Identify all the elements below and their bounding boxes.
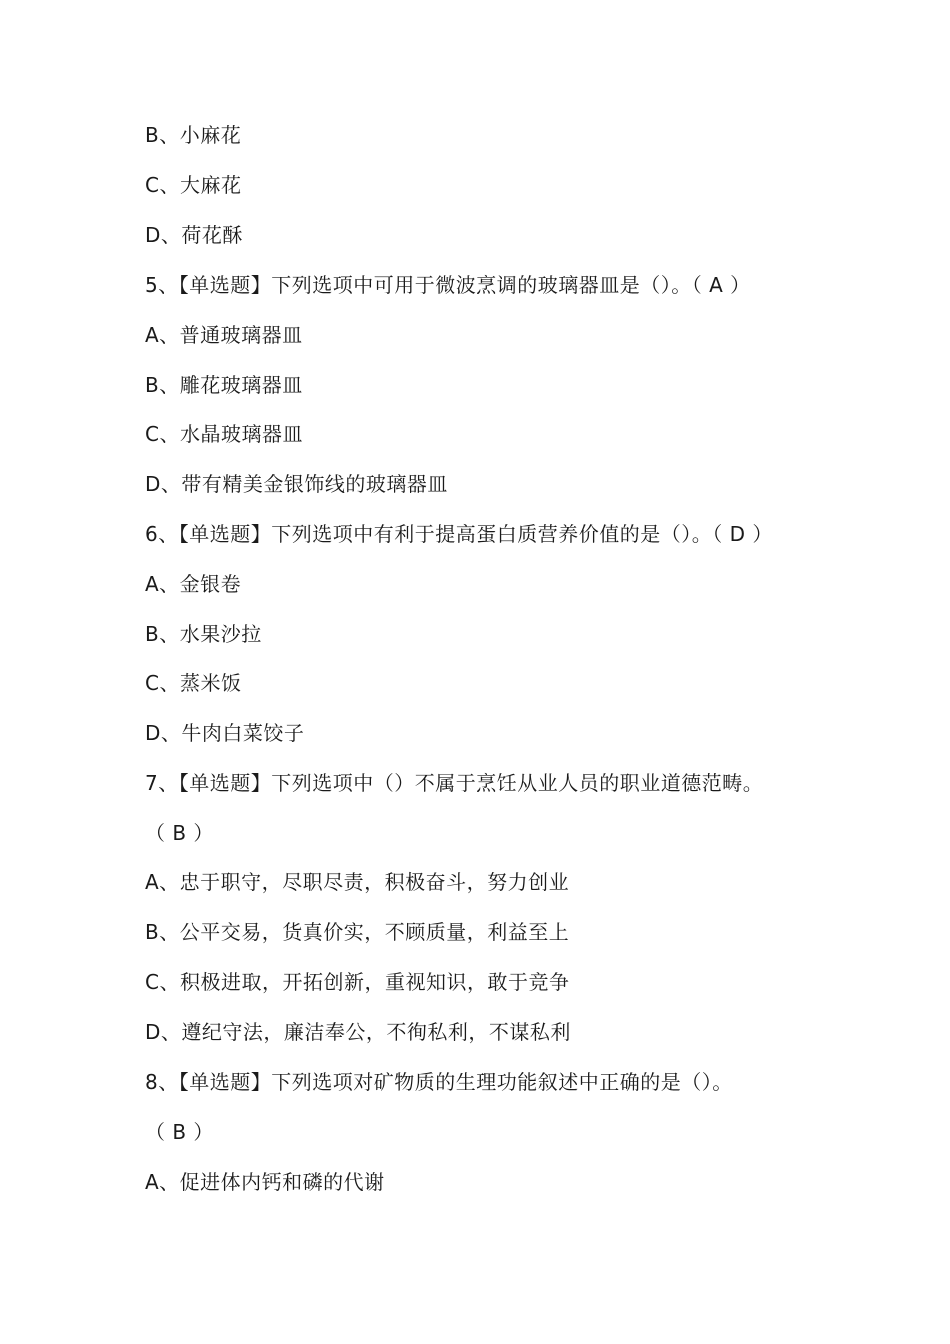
- q6-option-b: B、水果沙拉: [145, 622, 262, 646]
- q7-option-a: A、忠于职守，尽职尽责，积极奋斗，努力创业: [145, 870, 570, 894]
- q5-option-a: A、普通玻璃器皿: [145, 323, 303, 347]
- q5-option-c: C、水晶玻璃器皿: [145, 422, 303, 446]
- q5-option-b: B、雕花玻璃器皿: [145, 373, 303, 397]
- q6-option-c: C、蒸米饭: [145, 671, 242, 695]
- q6-option-d: D、牛肉白菜饺子: [145, 721, 305, 745]
- q7-option-c: C、积极进取，开拓创新，重视知识，敢于竞争: [145, 970, 570, 994]
- q7-option-d: D、遵纪守法，廉洁奉公，不徇私利，不谋私利: [145, 1020, 571, 1044]
- q8-option-a: A、促进体内钙和磷的代谢: [145, 1170, 385, 1194]
- q5-option-d: D、带有精美金银饰线的玻璃器皿: [145, 472, 448, 496]
- q8-question: 8、【单选题】下列选项对矿物质的生理功能叙述中正确的是（）。: [145, 1070, 733, 1094]
- q6-option-a: A、金银卷: [145, 572, 242, 596]
- q4-option-d: D、荷花酥: [145, 223, 243, 247]
- q8-answer: （ B ）: [145, 1120, 214, 1144]
- q6-question: 6、【单选题】下列选项中有利于提高蛋白质营养价值的是（）。（ D ）: [145, 522, 773, 546]
- q4-option-b: B、小麻花: [145, 123, 242, 147]
- q4-option-c: C、大麻花: [145, 173, 242, 197]
- q7-answer: （ B ）: [145, 821, 214, 845]
- q7-option-b: B、公平交易，货真价实，不顾质量，利益至上: [145, 920, 570, 944]
- q7-question: 7、【单选题】下列选项中（）不属于烹饪从业人员的职业道德范畴。: [145, 771, 764, 795]
- q5-question: 5、【单选题】下列选项中可用于微波烹调的玻璃器皿是（）。（ A ）: [145, 273, 751, 297]
